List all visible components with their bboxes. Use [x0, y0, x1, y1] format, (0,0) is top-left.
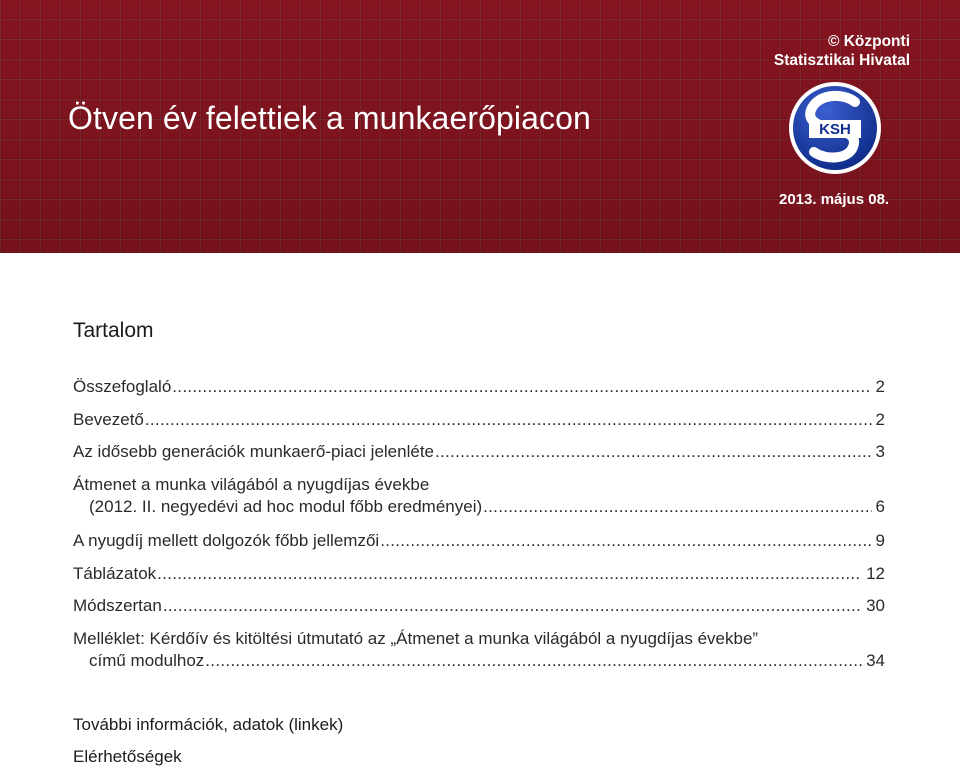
- toc-entry-atmenet[interactable]: [73, 474, 885, 518]
- toc-entry-modszertan[interactable]: [73, 595, 885, 617]
- logo-text: KSH: [819, 121, 851, 138]
- toc-entry-page: 6: [875, 497, 885, 516]
- publisher-line-1: © Központi: [827, 33, 910, 50]
- toc-entry-label: Módszertan: [73, 596, 162, 615]
- toc-entry-tablazatok[interactable]: [73, 563, 885, 585]
- toc-entry-label-cont: (2012. II. negyedévi ad hoc modul főbb eredményei): [89, 497, 483, 516]
- toc-entry-idosebb-generaciok[interactable]: [73, 441, 885, 463]
- toc-entry-label: Átmenet a munka világából a nyugdíjas évekbe: [73, 475, 430, 494]
- toc-entry-page: 2: [875, 410, 885, 429]
- toc-entry-label: Bevezető: [73, 410, 144, 429]
- ksh-logo-icon: [787, 80, 883, 176]
- toc-entry-label: Melléklet: Kérdőív és kitöltési útmutató az „Átmenet a munka világából a nyugdíjas évekbe”: [73, 629, 759, 648]
- toc-entry-page: 9: [875, 531, 885, 550]
- toc-entry-label: Táblázatok: [73, 564, 157, 583]
- publisher-credit: [774, 32, 910, 70]
- contacts-link[interactable]: Elérhetőségek: [73, 747, 182, 766]
- toc-entry-melleklet[interactable]: [73, 628, 885, 672]
- toc-entry-page: 12: [866, 564, 885, 583]
- toc-entry-label: A nyugdíj mellett dolgozók főbb jellemzői: [73, 531, 380, 550]
- toc-entry-osszefoglalo[interactable]: [73, 376, 885, 398]
- toc-entry-nyugdij-mellett[interactable]: [73, 530, 885, 552]
- toc-entry-page: 3: [875, 442, 885, 461]
- more-info-link[interactable]: További információk, adatok (linkek): [73, 715, 344, 734]
- toc-entry-page: 2: [875, 377, 885, 396]
- toc-heading: Tartalom: [73, 319, 154, 342]
- toc-entry-label-cont: című modulhoz: [89, 651, 205, 670]
- toc-entry-page: 30: [866, 596, 885, 615]
- toc-entry-page: 34: [866, 651, 885, 670]
- document-title: Ötven év felettiek a munkaerőpiacon: [68, 100, 591, 136]
- toc-entry-label: Az idősebb generációk munkaerő-piaci jelenléte: [73, 442, 434, 461]
- header-banner: [0, 0, 960, 253]
- toc-entry-bevezeto[interactable]: [73, 409, 885, 431]
- publication-date: 2013. május 08.: [779, 191, 890, 208]
- publisher-line-2: Statisztikai Hivatal: [773, 52, 910, 69]
- toc-entry-label: Összefoglaló: [73, 377, 172, 396]
